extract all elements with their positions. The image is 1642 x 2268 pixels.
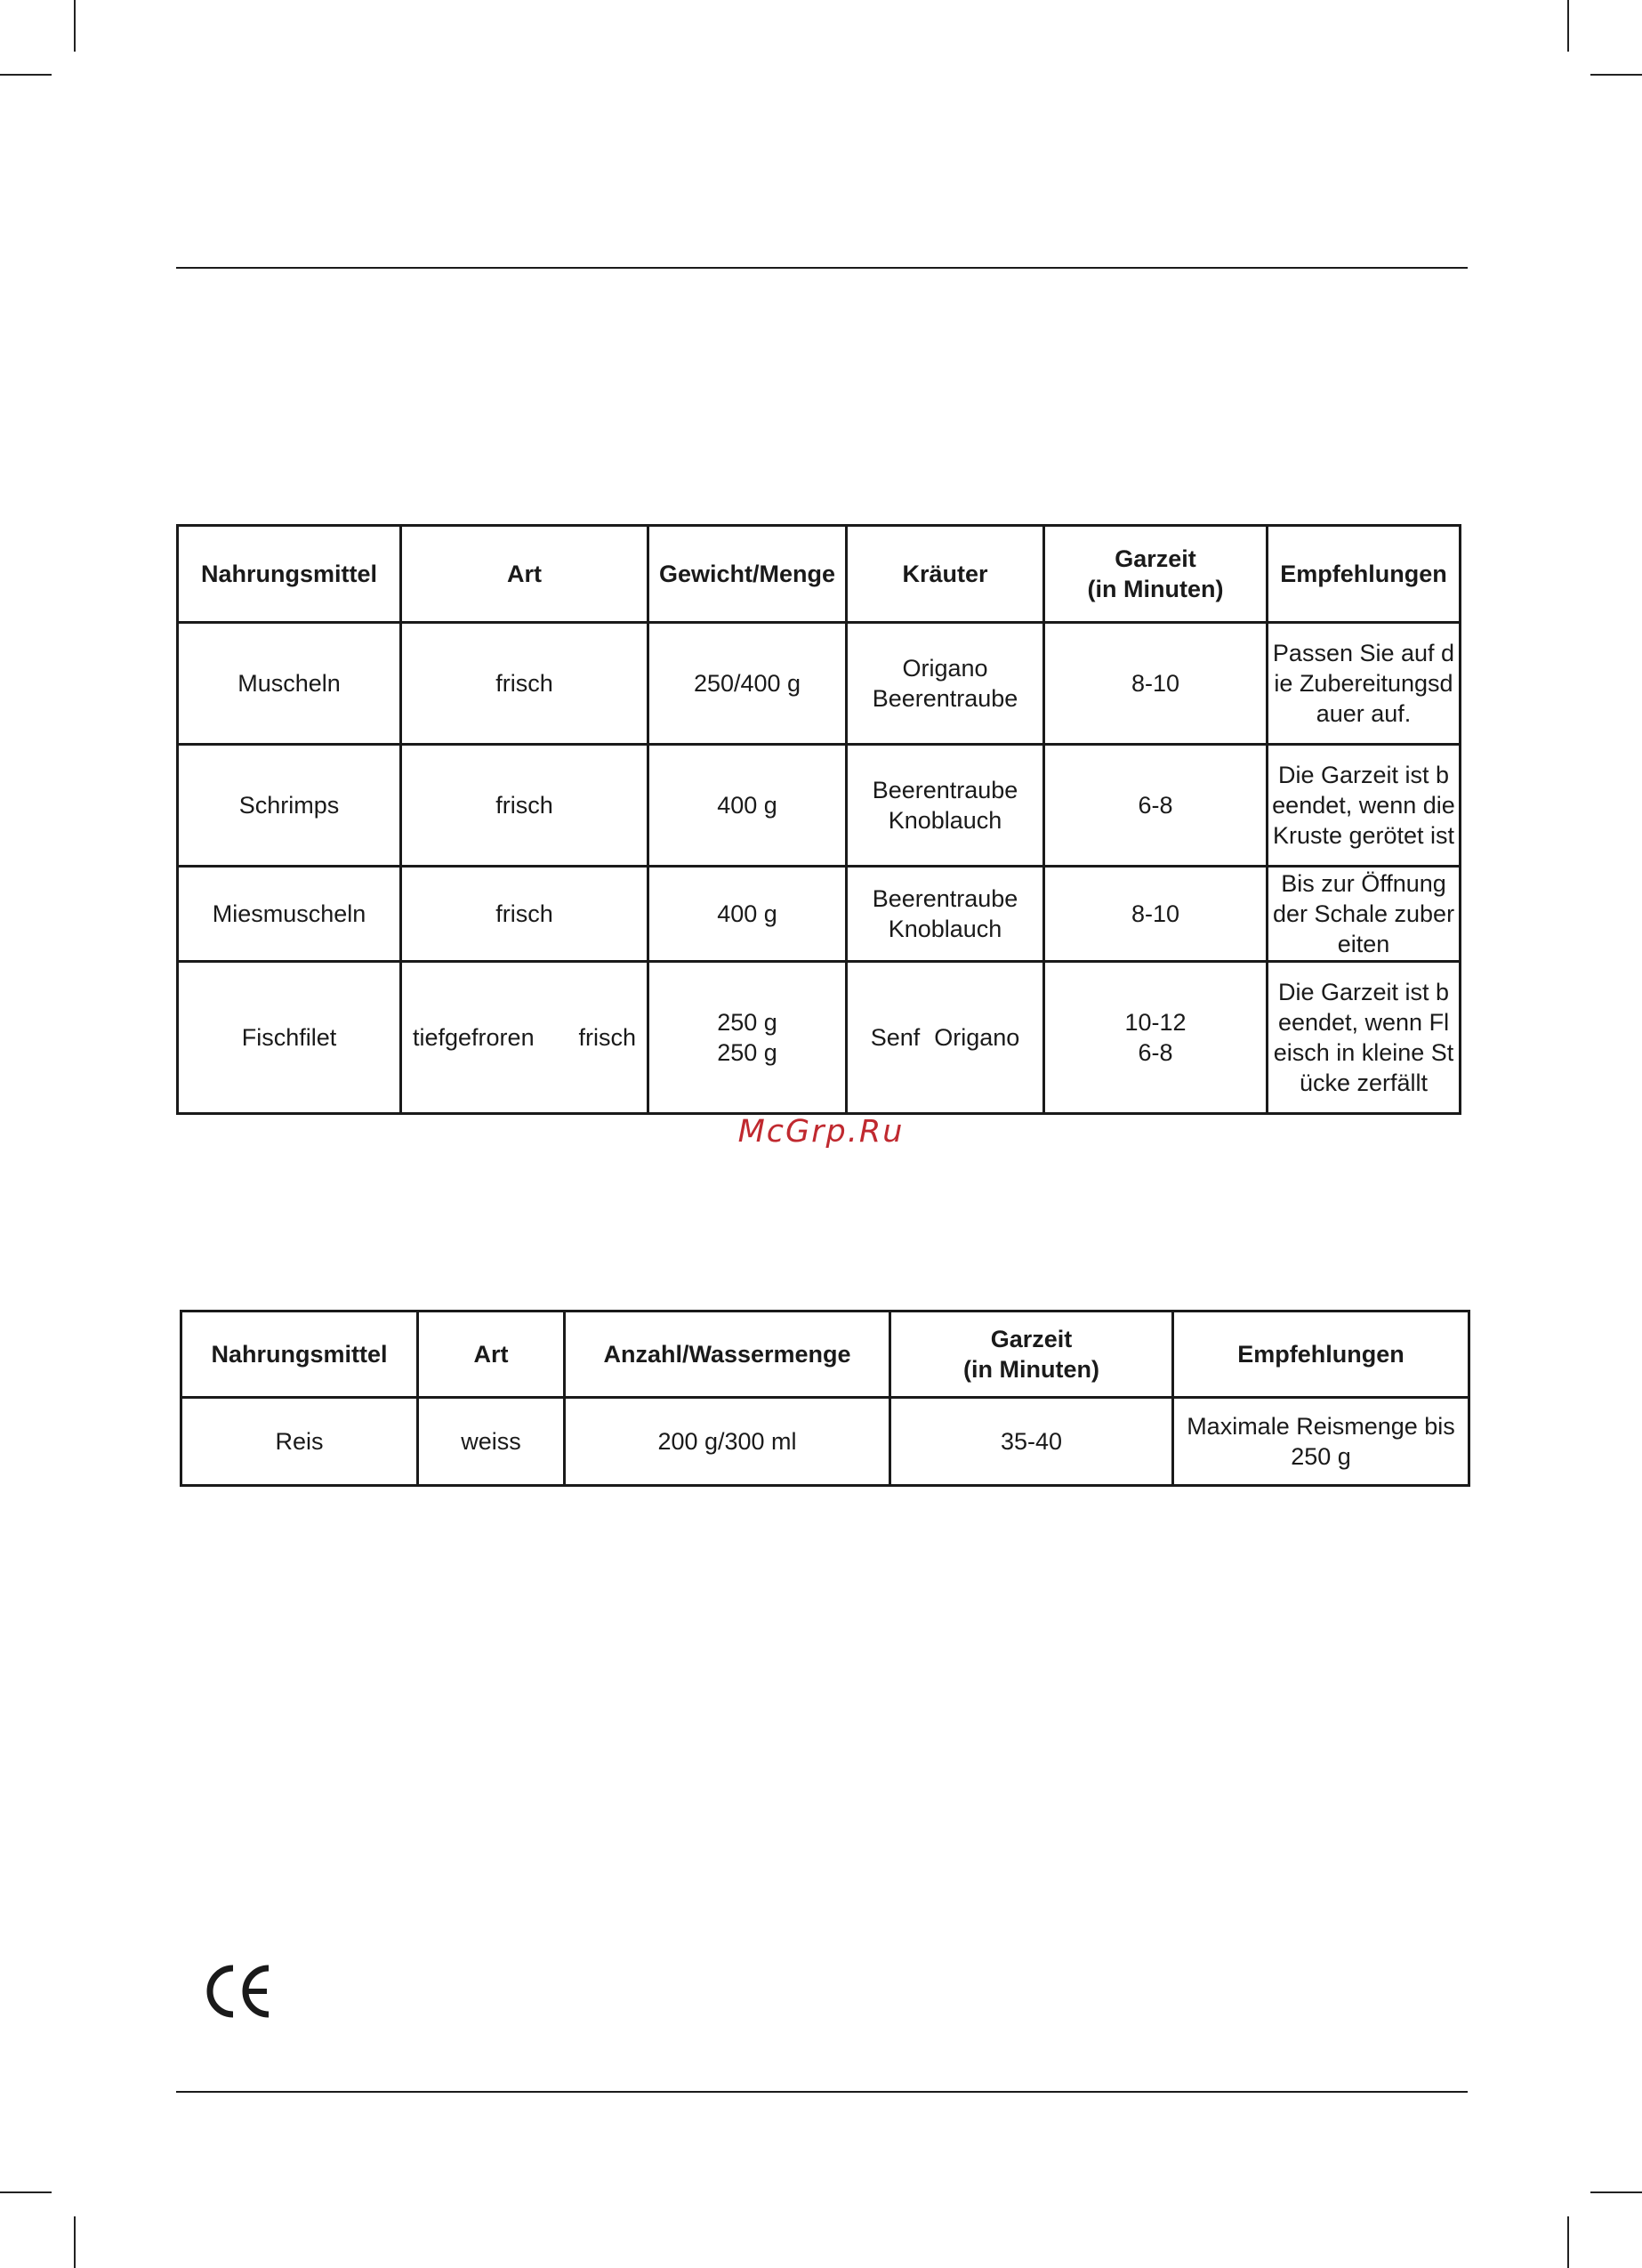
- seafood-cooking-table: [176, 524, 1461, 1115]
- table-row: [178, 623, 1461, 745]
- type-cell: frisch: [401, 745, 648, 867]
- column-header: Empfehlungen: [1173, 1312, 1469, 1398]
- tip-cell: Passen Sie auf die Zubereitungsdauer auf.: [1268, 623, 1461, 745]
- table-row: [178, 962, 1461, 1114]
- type-fresh: frisch: [578, 1024, 636, 1051]
- time-cell: 8-10: [1044, 867, 1268, 962]
- herbs-cell: Beerentraube Knoblauch: [847, 745, 1044, 867]
- crop-mark: [1567, 2216, 1569, 2268]
- herbs-cell: Origano Beerentraube: [847, 623, 1044, 745]
- type-cell: frisch: [401, 867, 648, 962]
- tip-cell: Bis zur Öffnung der Schale zubereiten: [1268, 867, 1461, 962]
- column-header: Kräuter: [847, 526, 1044, 623]
- herb-mustard: Senf: [870, 1024, 921, 1051]
- food-cell: Fischfilet: [178, 962, 401, 1114]
- table-row: [178, 745, 1461, 867]
- column-header: Anzahl/Wassermenge: [565, 1312, 890, 1398]
- crop-mark: [0, 2191, 52, 2193]
- table-row: [178, 867, 1461, 962]
- column-header: Art: [418, 1312, 565, 1398]
- type-frozen: tiefgefroren: [413, 1024, 535, 1051]
- herb-oregano: Origano: [934, 1024, 1020, 1051]
- table-header-row: [181, 1312, 1469, 1398]
- rice-cooking-table: [180, 1310, 1470, 1487]
- food-cell: Miesmuscheln: [178, 867, 401, 962]
- crop-mark: [74, 0, 76, 52]
- time-cell: 35-40: [890, 1398, 1173, 1486]
- tip-cell: Die Garzeit ist beendet, wenn Fleisch in kleine Stücke zerfällt: [1268, 962, 1461, 1114]
- weight-cell: 250 g 250 g: [648, 962, 847, 1114]
- type-cell: frisch: [401, 623, 648, 745]
- crop-mark: [1567, 0, 1569, 52]
- food-cell: Schrimps: [178, 745, 401, 867]
- table-header-row: [178, 526, 1461, 623]
- type-cell: [401, 962, 648, 1114]
- herbs-cell: Beerentraube Knoblauch: [847, 867, 1044, 962]
- time-cell: 6-8: [1044, 745, 1268, 867]
- tip-cell: Die Garzeit ist beendet, wenn die Kruste gerötet ist: [1268, 745, 1461, 867]
- ce-mark-icon: [203, 1963, 274, 2020]
- column-header: Garzeit (in Minuten): [1044, 526, 1268, 623]
- column-header: Garzeit (in Minuten): [890, 1312, 1173, 1398]
- header-rule: [176, 267, 1468, 269]
- watermark: McGrp.Ru: [737, 1114, 905, 1150]
- column-header: Nahrungsmittel: [181, 1312, 418, 1398]
- time-cell: 8-10: [1044, 623, 1268, 745]
- crop-mark: [74, 2216, 76, 2268]
- type-cell: weiss: [418, 1398, 565, 1486]
- footer-rule: [176, 2091, 1468, 2093]
- weight-cell: 400 g: [648, 745, 847, 867]
- weight-cell: 250/400 g: [648, 623, 847, 745]
- column-header: Empfehlungen: [1268, 526, 1461, 623]
- time-cell: 10-12 6-8: [1044, 962, 1268, 1114]
- tip-cell: Maximale Reismenge bis 250 g: [1173, 1398, 1469, 1486]
- herbs-cell: [847, 962, 1044, 1114]
- crop-mark: [1590, 74, 1642, 76]
- food-cell: Muscheln: [178, 623, 401, 745]
- weight-cell: 400 g: [648, 867, 847, 962]
- column-header: Nahrungsmittel: [178, 526, 401, 623]
- column-header: Gewicht/Menge: [648, 526, 847, 623]
- amount-cell: 200 g/300 ml: [565, 1398, 890, 1486]
- food-cell: Reis: [181, 1398, 418, 1486]
- crop-mark: [0, 74, 52, 76]
- column-header: Art: [401, 526, 648, 623]
- crop-mark: [1590, 2191, 1642, 2193]
- table-row: [181, 1398, 1469, 1486]
